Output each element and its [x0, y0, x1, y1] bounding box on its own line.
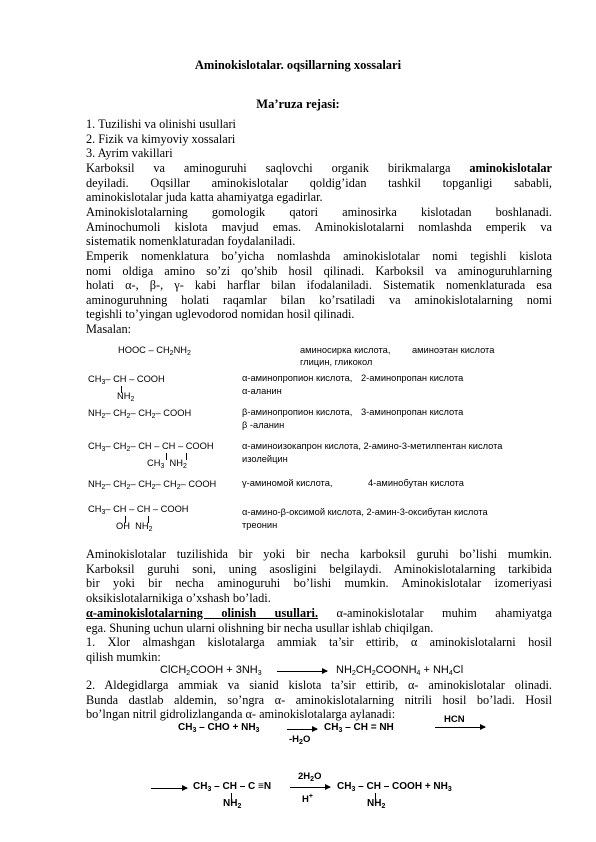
equation-right: $CH_3$ – CH = NH — [324, 722, 394, 734]
name-beta-alanine-empiric: β-аминопропион кислота, — [242, 407, 353, 417]
name-glycine-systematic: аминоэтан кислота — [412, 345, 495, 355]
paragraph-line: ega. Shuning uchun ularni olishning bir necha usullar ishlab chiqilgan. — [86, 620, 434, 635]
paragraph-text: Karboksil va aminoguruhi saqlovchi organik birikmalarga — [86, 161, 470, 175]
name-alanine-trivial: α-аланин — [242, 386, 282, 396]
reaction-arrow — [290, 787, 330, 788]
paragraph-line: sistematik nomenklaturadan foydalaniladi. — [86, 234, 296, 249]
name-glycine-trivial: глицин, гликокол — [300, 357, 373, 367]
paragraph-structure — [86, 547, 552, 605]
formula-alanine-nh2: $NH_2$ — [117, 391, 135, 403]
paragraph-methods — [86, 606, 552, 664]
formula-isoleucine: $CH_3-$ $CH_2-$ CH – CH – COOH — [88, 441, 214, 453]
name-alanine-systematic: 2-аминопропан кислота — [361, 373, 464, 383]
name-isoleucine-trivial: изолейцин — [242, 454, 288, 464]
paragraph-line: oksikislotalarnikiga o’xshash bo’ladi. — [86, 590, 271, 605]
formula-threonine: $CH_3-$ CH – CH – COOH — [88, 504, 189, 516]
paragraph-line: Karboksil guruhi soni, uning asosligini belgilaydi. Aminokislotalarning tarkibida — [86, 561, 552, 576]
formula-beta-alanine: $NH_2-$ $CH_2-$ $CH_2-$ COOH — [88, 408, 192, 420]
formula-gaba: $NH_2-$ $CH_2-$ $CH_2-$ $CH_2-$ COOH — [88, 479, 217, 491]
paragraph-line: qilish mumkin: — [86, 649, 161, 664]
formula-glycine: HOOC – $CH_2NH_2$ — [118, 345, 191, 357]
paragraph-line: nomi oldiga amino so’zi qo’shib hosil qilinadi. Karboksil va aminoguruhlarning — [86, 263, 552, 278]
paragraph-line: Emperik nomenklatura bo’yicha nomlashda aminokislotalar nomi tegishli kislota — [86, 249, 552, 263]
formula-isoleucine-substituents: $CH_3$ $NH_2$ — [147, 458, 187, 470]
lecture-plan-list — [86, 117, 552, 161]
reaction-condition: $-H_2O$ — [289, 734, 311, 746]
plan-item: 1. Tuzilishi va olinishi usullari — [86, 117, 236, 131]
equation-right-nh2: $NH_2$ — [367, 798, 386, 810]
equation-left: $CH_3$ – CH – C ≡N — [193, 781, 272, 793]
reaction-condition: $2H_2O$ — [298, 771, 322, 783]
plan-item: 2. Fizik va kimyoviy xossalari — [86, 131, 236, 146]
paragraph-line: Aminochumoli kislota mavjud emas. Aminokislotalarni nomlashda emperik va — [86, 219, 552, 234]
name-beta-alanine-trivial: β -аланин — [242, 420, 285, 430]
paragraph-line: holati α-, β-, γ- kabi harflar bilan ifodalaniladi. Sistematik nomenklaturada esa — [86, 278, 552, 293]
paragraph-line: bo’lngan nitril gidrolizlanganda α- aminokislotalarga aylanadi: — [86, 707, 396, 722]
paragraph-line: Aminokislotalar tuzilishida bir yoki bir necha karboksil guruhi bo’lishi mumkin. — [86, 547, 552, 561]
name-gaba-systematic: 4-аминобутан кислота — [368, 478, 464, 488]
paragraph-line: Bunda dastlab aldemin, so’ngra α- aminokislotalarning nitrili hosil bo’ladi. Hosil — [86, 692, 552, 707]
name-isoleucine-empiric: α-аминоизокапрон кислота, 2-амино-3-метилпентан кислота — [242, 441, 503, 451]
page-title: Aminokislotalar. oqsillarning xossalari — [194, 58, 402, 72]
bold-term: aminokislotalar — [469, 161, 552, 175]
paragraph-definition — [86, 161, 552, 205]
reaction-condition: HCN — [444, 714, 465, 725]
paragraph-homolog — [86, 205, 552, 249]
equation-right: $CH_3$ – CH – COOH + $NH_3$ — [337, 781, 452, 793]
section-heading: α-aminokislotalarning olinish usullari. — [86, 606, 319, 620]
paragraph-text: α-aminokislotalar muhim ahamiyatga — [318, 606, 552, 620]
reaction-arrow — [151, 788, 187, 789]
paragraph-line: 1. Xlor almashgan kislotalarga ammiak ta’sir ettirib, α aminokislotalarni hosil — [86, 635, 552, 650]
reaction-arrow — [277, 671, 327, 672]
plan-item: 3. Ayrim vakillari — [86, 146, 173, 161]
reaction-arrow — [287, 729, 317, 730]
name-threonine-empiric: α-амино-β-оксимой кислота, 2-амин-3-оксибутан кислота — [242, 507, 488, 517]
paragraph-line: aminoguruhning holati raqamlar bilan ko’rsatiladi va aminokislotalarning nomi — [86, 292, 552, 307]
name-threonine-trivial: треонин — [242, 520, 278, 530]
equation-left: $CH_3$ – CHO + $NH_3$ — [178, 722, 260, 734]
equation-left-nh2: $NH_2$ — [223, 798, 242, 810]
equation-left: ClCH$_2$COOH + $3NH_3$ — [160, 664, 262, 677]
paragraph-strecker — [86, 678, 552, 722]
reaction-arrow — [435, 727, 485, 728]
paragraph-line: tegishli to’yingan uglevodorod nomidan hosil qilinadi. — [86, 307, 355, 322]
paragraph-line: bir yoki bir necha aminoguruhi bo’lishi mumkin. Aminokislotalar izomeriyasi — [86, 576, 552, 591]
formula-threonine-substituents: OH $NH_2$ — [116, 521, 153, 533]
paragraph-nomenclature — [86, 249, 552, 337]
paragraph-line: Aminokislotalarning gomologik qatori aminosirka kislotadan boshlanadi. — [86, 205, 552, 219]
paragraph-line: deyiladi. Oqsillar aminokislotalar qoldig’idan tashkil topganligi sababli, — [86, 175, 552, 190]
reaction-condition: H+ — [302, 793, 313, 805]
paragraph-line: aminokislotalar juda katta ahamiyatga egadirlar. — [86, 190, 323, 205]
paragraph-line: 2. Aldegidlarga ammiak va sianid kislota ta’sir ettirib, α- aminokislotalar olinadi. — [86, 678, 552, 692]
formula-alanine: $CH_3-$ CH – COOH — [88, 374, 165, 386]
name-beta-alanine-systematic: 3-аминопропан кислота — [361, 407, 464, 417]
equation-right: $NH_2CH_2COONH_4 + NH_4Cl$ — [336, 664, 464, 677]
paragraph-line: Masalan: — [86, 321, 132, 336]
name-alanine-empiric: α-аминопропион кислота, — [242, 373, 353, 383]
lecture-plan-title: Ma’ruza rejasi: — [256, 97, 340, 111]
name-glycine-empiric: аминосирка кислота, — [300, 345, 391, 355]
name-gaba-empiric: γ-аминомой кислота, — [242, 478, 333, 488]
